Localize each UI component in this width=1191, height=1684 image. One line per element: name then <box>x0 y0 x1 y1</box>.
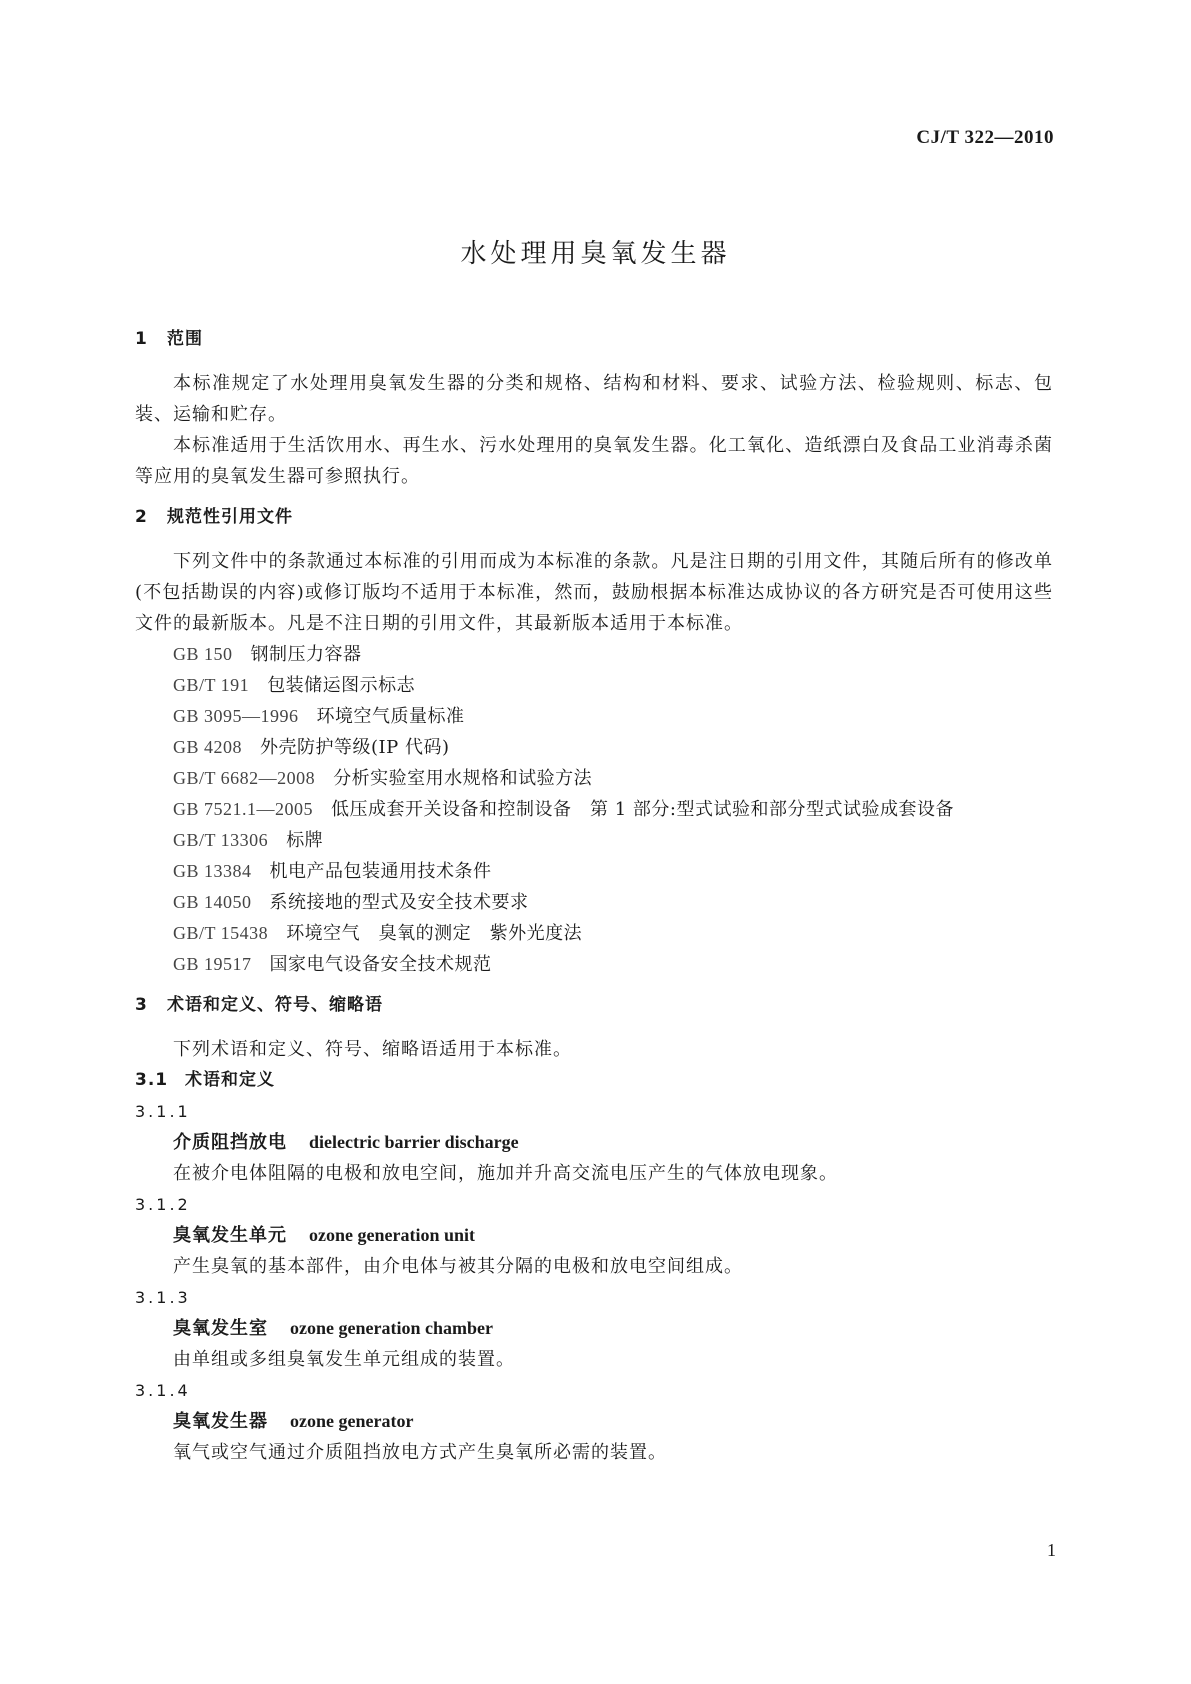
paragraph: 本标准规定了水处理用臭氧发生器的分类和规格、结构和材料、要求、试验方法、检验规则、标志、包装、运输和贮存。 <box>135 373 1053 425</box>
subsection-title: 术语和定义 <box>185 1070 275 1090</box>
document-title: 水处理用臭氧发生器 <box>460 239 731 269</box>
reference-item <box>135 670 1053 701</box>
term-definition: 产生臭氧的基本部件，由介电体与被其分隔的电极和放电空间组成。 <box>173 1256 743 1277</box>
reference-name: 环境空气 臭氧的测定 紫外光度法 <box>286 923 583 944</box>
reference-code: GB 13384 <box>173 861 252 881</box>
clause-number: 3.1.4 <box>135 1381 191 1400</box>
reference-name: 机电产品包装通用技术条件 <box>269 861 492 882</box>
reference-code: GB 7521.1—2005 <box>173 799 314 819</box>
reference-item <box>135 794 1053 825</box>
reference-name: 国家电气设备安全技术规范 <box>269 954 492 975</box>
reference-code: GB 19517 <box>173 954 252 974</box>
clause-number: 3.1.3 <box>135 1288 191 1307</box>
reference-name: 钢制压力容器 <box>250 644 362 665</box>
reference-item <box>135 825 1053 856</box>
paragraph: 本标准适用于生活饮用水、再生水、污水处理用的臭氧发生器。化工氧化、造纸漂白及食品工业消毒杀菌等应用的臭氧发生器可参照执行。 <box>135 435 1053 487</box>
document-body <box>135 326 1053 1468</box>
reference-item <box>135 763 1053 794</box>
term-chinese: 臭氧发生器 <box>173 1411 268 1432</box>
subsection-number: 3.1 <box>135 1070 169 1090</box>
term-english: ozone generator <box>290 1411 414 1431</box>
reference-code: GB/T 15438 <box>173 923 269 943</box>
reference-item <box>135 639 1053 670</box>
reference-code: GB 14050 <box>173 892 252 912</box>
section-number: 1 <box>135 329 148 349</box>
reference-code: GB/T 191 <box>173 675 250 695</box>
reference-item <box>135 732 1053 763</box>
paragraph: 下列术语和定义、符号、缩略语适用于本标准。 <box>173 1039 572 1060</box>
section-number: 2 <box>135 507 148 527</box>
term-definition: 氧气或空气通过介质阻挡放电方式产生臭氧所必需的装置。 <box>173 1442 667 1463</box>
reference-name: 包装储运图示标志 <box>267 675 416 696</box>
term-chinese: 臭氧发生室 <box>173 1318 268 1339</box>
term-english: dielectric barrier discharge <box>309 1132 519 1152</box>
section-2-heading <box>135 504 1053 530</box>
reference-code: GB 3095—1996 <box>173 706 299 726</box>
reference-name: 分析实验室用水规格和试验方法 <box>333 768 593 789</box>
section-number: 3 <box>135 995 148 1015</box>
reference-item <box>135 856 1053 887</box>
reference-code: GB 150 <box>173 644 233 664</box>
clause-number: 3.1.1 <box>135 1102 191 1121</box>
section-3-heading <box>135 992 1053 1018</box>
reference-name: 系统接地的型式及安全技术要求 <box>269 892 529 913</box>
term-entry <box>135 1406 1053 1437</box>
standard-code: CJ/T 322—2010 <box>916 127 1054 148</box>
term-chinese: 臭氧发生单元 <box>173 1225 287 1246</box>
reference-name: 标牌 <box>286 830 324 851</box>
term-definition: 在被介电体阻隔的电极和放电空间，施加并升高交流电压产生的气体放电现象。 <box>173 1163 838 1184</box>
reference-name: 外壳防护等级(IP 代码) <box>260 737 450 758</box>
reference-name: 环境空气质量标准 <box>316 706 465 727</box>
term-english: ozone generation unit <box>309 1225 475 1245</box>
paragraph: 下列文件中的条款通过本标准的引用而成为本标准的条款。凡是注日期的引用文件，其随后所有的修改单(不包括勘误的内容)或修订版均不适用于本标准，然而，鼓励根据本标准达成协议的各方研究是否可使用这些文件的最新版本。凡是不注日期的引用文件，其最新版本适用于本标准。 <box>135 551 1053 634</box>
reference-item <box>135 949 1053 980</box>
reference-code: GB 4208 <box>173 737 243 757</box>
reference-name: 低压成套开关设备和控制设备 第 1 部分:型式试验和部分型式试验成套设备 <box>331 799 954 820</box>
term-entry <box>135 1127 1053 1158</box>
section-1-heading <box>135 326 1053 352</box>
clause-number: 3.1.2 <box>135 1195 191 1214</box>
reference-item <box>135 701 1053 732</box>
page-number: 1 <box>1047 1540 1056 1560</box>
term-definition: 由单组或多组臭氧发生单元组成的装置。 <box>173 1349 515 1370</box>
reference-item <box>135 887 1053 918</box>
subsection-3-1-heading <box>135 1065 1053 1096</box>
reference-item <box>135 918 1053 949</box>
reference-code: GB/T 6682—2008 <box>173 768 316 788</box>
term-chinese: 介质阻挡放电 <box>173 1132 287 1153</box>
reference-code: GB/T 13306 <box>173 830 269 850</box>
section-title: 术语和定义、符号、缩略语 <box>167 995 383 1015</box>
term-entry <box>135 1220 1053 1251</box>
section-title: 规范性引用文件 <box>167 507 293 527</box>
term-entry <box>135 1313 1053 1344</box>
term-english: ozone generation chamber <box>290 1318 493 1338</box>
section-title: 范围 <box>167 329 203 349</box>
